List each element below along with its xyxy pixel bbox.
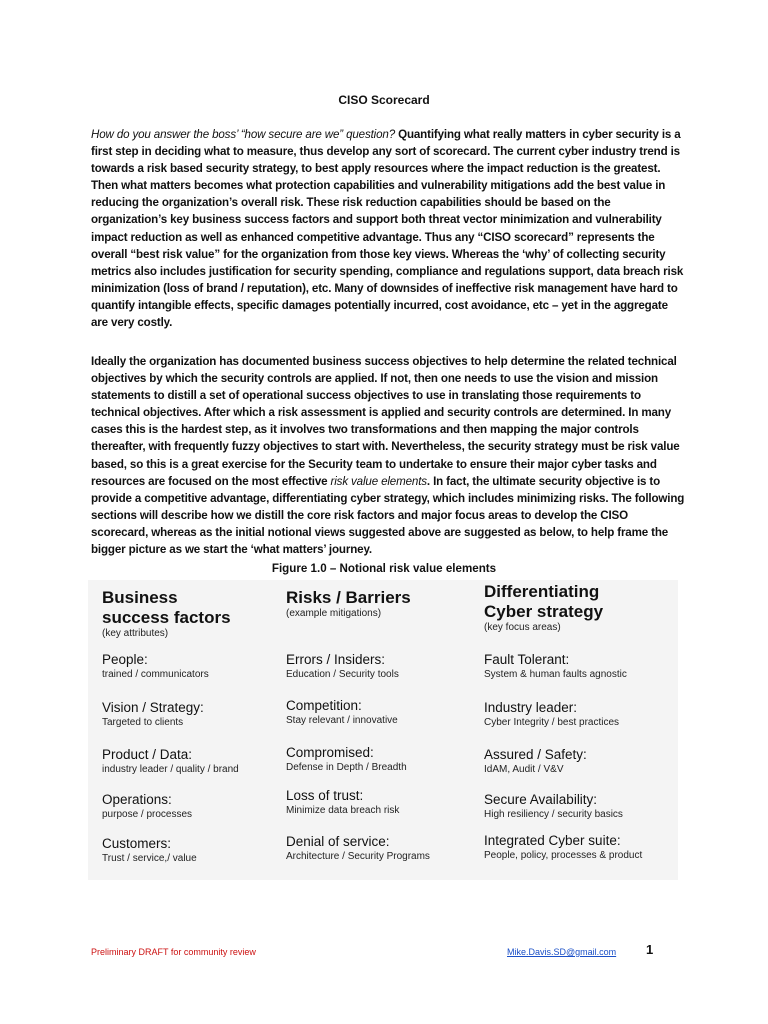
item-subtitle: Architecture / Security Programs bbox=[286, 851, 430, 862]
item-title: Compromised: bbox=[286, 745, 374, 760]
column-heading-line2: success factors bbox=[102, 608, 231, 627]
item-title: Denial of service: bbox=[286, 834, 390, 849]
item-title: Fault Tolerant: bbox=[484, 652, 570, 667]
objectives-italic-term: risk value elements bbox=[330, 474, 427, 488]
figure-item bbox=[484, 700, 684, 729]
objectives-text-before: Ideally the organization has documented business success objectives to help determine the related technical objectives by which the security controls are applied. If not, then one needs to use the vision and mission statements to distill a set of operational success objectives to use in translating those requirements to technical objectives. After which a risk assessment is applied and security controls are determined. In many cases this is the hardest step, as it involves two transformations and then mapping the major controls thereafter, with frequently fuzzy objectives to start with. Nevertheless, the security strategy must be risk value based, so this is a great exercise for the Security team to undertake to ensure their major cyber tasks and resources are focused on the most effective bbox=[91, 355, 680, 488]
item-subtitle: IdAM, Audit / V&V bbox=[484, 764, 564, 775]
item-title: Secure Availability: bbox=[484, 792, 598, 807]
column-heading-block bbox=[102, 588, 302, 640]
draft-notice: Preliminary DRAFT for community review bbox=[91, 947, 256, 957]
figure-caption: Figure 1.0 – Notional risk value elements bbox=[271, 562, 497, 575]
item-subtitle: purpose / processes bbox=[102, 809, 193, 820]
item-subtitle: Targeted to clients bbox=[102, 717, 184, 728]
item-title: Integrated Cyber suite: bbox=[484, 833, 621, 848]
column-heading-block bbox=[286, 588, 486, 620]
figure-item bbox=[286, 834, 486, 863]
figure-item bbox=[484, 652, 684, 681]
intro-italic-question: How do you answer the boss’ “how secure are we” question? bbox=[91, 128, 396, 141]
figure-item bbox=[484, 833, 684, 862]
column-heading-line1: Risks / Barriers bbox=[286, 588, 411, 607]
column-subheading: (key focus areas) bbox=[484, 622, 561, 633]
column-heading-line1: Business bbox=[102, 588, 178, 607]
item-title: Errors / Insiders: bbox=[286, 652, 386, 667]
item-subtitle: Trust / service,/ value bbox=[102, 853, 197, 864]
item-title: People: bbox=[102, 652, 148, 667]
paragraph-intro bbox=[91, 126, 687, 331]
figure-item bbox=[102, 652, 302, 681]
item-title: Operations: bbox=[102, 792, 172, 807]
item-subtitle: High resiliency / security basics bbox=[484, 809, 623, 820]
page-number: 1 bbox=[646, 942, 654, 957]
item-subtitle: trained / communicators bbox=[102, 669, 209, 680]
objectives-text-after: . In fact, the ultimate security objective is to provide a competitive advantage, differentiating cyber strategy, which includes minimizing risks. The following sections will describe how we distill the core risk factors and major focus areas to develop the CISO scorecard, whereas as the initial notional views suggested above are suggested as below, to help frame the bigger picture as we start the ‘what matters’ journey. bbox=[91, 474, 685, 557]
item-subtitle: Education / Security tools bbox=[286, 669, 399, 680]
column-subheading: (key attributes) bbox=[102, 628, 169, 639]
column-heading-block bbox=[484, 582, 684, 634]
item-subtitle: System & human faults agnostic bbox=[484, 669, 627, 680]
column-subheading: (example mitigations) bbox=[286, 608, 382, 619]
item-title: Customers: bbox=[102, 836, 172, 851]
figure-item bbox=[102, 700, 302, 729]
column-heading-line1: Differentiating bbox=[484, 582, 600, 601]
intro-body-text: Quantifying what really matters in cyber security is a first step in deciding what to measure, thus develop any sort of scorecard. The current cyber industry trend is towards a risk based security strategy, to best apply resources where the impact reduction is the greatest. Then what matters becomes what protection capabilities and vulnerability mitigations add the best value in reducing the organization’s overall risk. These risk reduction capabilities should be based on the organization’s key business success factors and support both threat vector minimization and vulnerability impact reduction as well as enhanced competitive advantage. Thus any “CISO scorecard” represents the overall “best risk value” for the organization from those key views. Whereas the ‘why’ of collecting security metrics also includes justification for security spending, compliance and regulations support, data breach risk minimization (loss of brand / reputation), etc. Many of downsides of ineffective risk management have hard to quantify intangible effects, specific damages potentially incurred, cost avoidance, etc – yet in the aggregate are very costly. bbox=[91, 128, 684, 330]
figure-item bbox=[102, 747, 302, 776]
item-subtitle: Minimize data breach risk bbox=[286, 805, 400, 816]
item-title: Product / Data: bbox=[102, 747, 193, 762]
figure-item bbox=[286, 652, 486, 681]
item-subtitle: Stay relevant / innovative bbox=[286, 715, 398, 726]
figure-item bbox=[102, 792, 302, 821]
figure-item bbox=[484, 792, 684, 821]
item-title: Assured / Safety: bbox=[484, 747, 587, 762]
author-email-link[interactable]: Mike.Davis.SD@gmail.com bbox=[507, 947, 617, 957]
item-subtitle: People, policy, processes & product bbox=[484, 850, 643, 861]
document-title: CISO Scorecard bbox=[338, 93, 430, 107]
paragraph-objectives bbox=[91, 353, 687, 558]
item-subtitle: Cyber Integrity / best practices bbox=[484, 717, 620, 728]
item-subtitle: Defense in Depth / Breadth bbox=[286, 762, 407, 773]
risk-value-figure bbox=[88, 580, 678, 880]
figure-item bbox=[286, 745, 486, 774]
item-title: Vision / Strategy: bbox=[102, 700, 204, 715]
figure-item bbox=[102, 836, 302, 865]
figure-item bbox=[286, 788, 486, 817]
column-heading-line2: Cyber strategy bbox=[484, 602, 604, 621]
item-subtitle: industry leader / quality / brand bbox=[102, 764, 239, 775]
figure-item bbox=[484, 747, 684, 776]
item-title: Competition: bbox=[286, 698, 362, 713]
figure-item bbox=[286, 698, 486, 727]
item-title: Loss of trust: bbox=[286, 788, 364, 803]
item-title: Industry leader: bbox=[484, 700, 578, 715]
